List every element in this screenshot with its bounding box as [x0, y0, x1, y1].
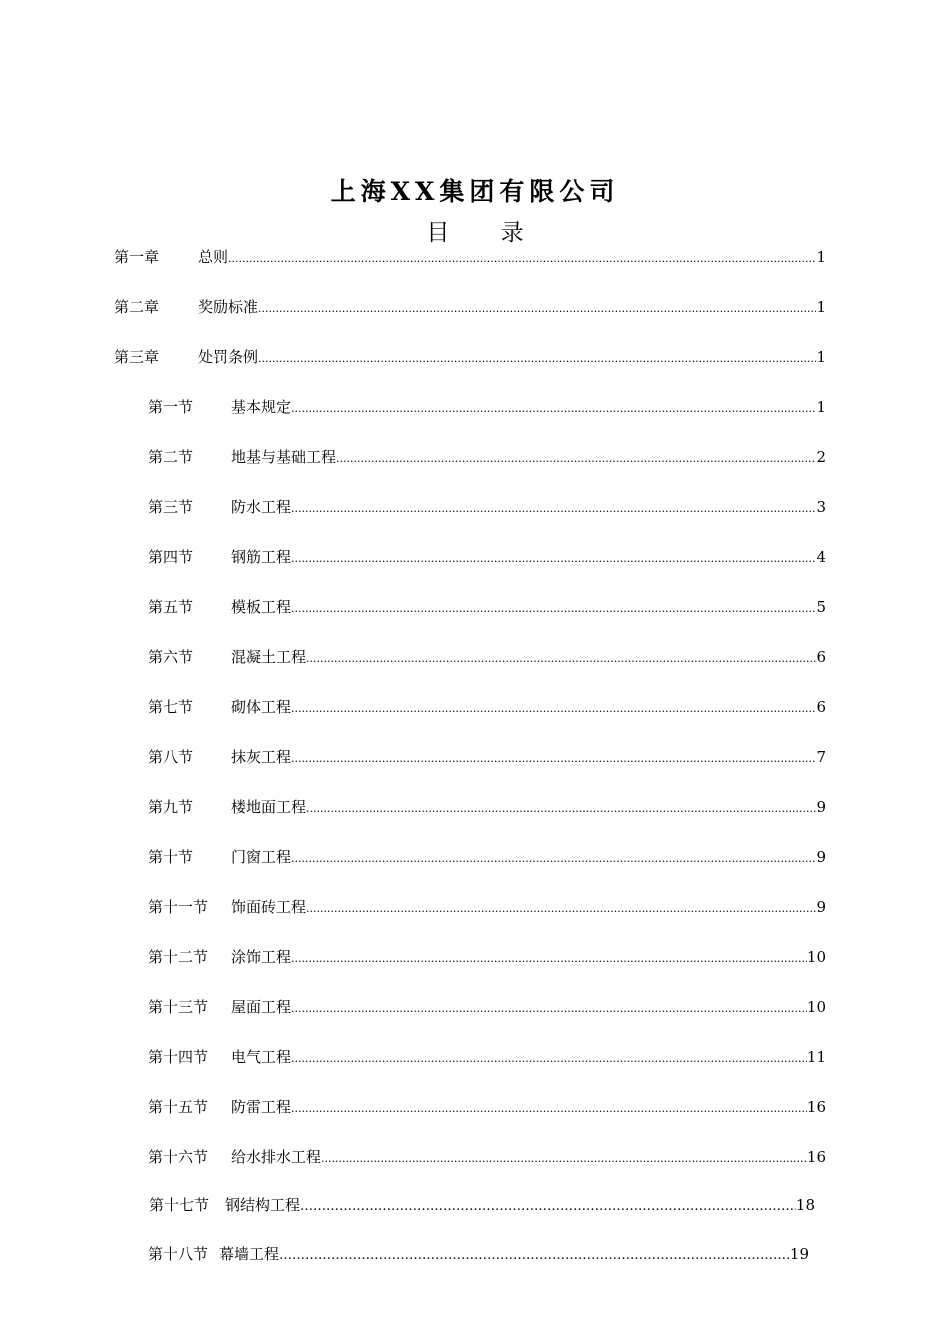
- toc-entry[interactable]: [148, 546, 826, 568]
- toc-entry-title: 幕墙工程: [219, 1245, 280, 1263]
- toc-entry-page: 16: [806, 1148, 826, 1166]
- toc-entry-page: 1: [816, 248, 826, 266]
- toc-entry-title: 模板工程: [231, 598, 292, 616]
- toc-entry-number: 第十七节: [149, 1196, 210, 1214]
- dot-leader: [291, 602, 816, 615]
- toc-entry-page: 18: [795, 1196, 815, 1214]
- company-title: 上海XX集团有限公司: [330, 177, 620, 206]
- toc-entry-page: 6: [816, 648, 826, 666]
- toc-entry-page: 11: [806, 1048, 826, 1066]
- toc-entry[interactable]: [148, 996, 826, 1018]
- toc-entry-page: 9: [816, 798, 826, 816]
- toc-entry-number: 第九节: [148, 798, 194, 816]
- dot-leader: [258, 352, 816, 365]
- toc-entry-number: 第十四节: [148, 1048, 209, 1066]
- toc-entry[interactable]: [148, 796, 826, 818]
- toc-entry[interactable]: [114, 246, 826, 268]
- toc-entry-page: 4: [816, 548, 826, 566]
- toc-entry[interactable]: [148, 846, 826, 868]
- toc-entry-title: 饰面砖工程: [231, 898, 307, 916]
- toc-entry-page: 2: [816, 448, 826, 466]
- toc-entry[interactable]: [148, 1146, 826, 1168]
- toc-entry[interactable]: [148, 946, 826, 968]
- toc-entry-page: 19: [789, 1245, 809, 1263]
- toc-entry-page: 1: [816, 398, 826, 416]
- toc-entry-number: 第十节: [148, 848, 194, 866]
- toc-entry[interactable]: [148, 596, 826, 618]
- toc-entry-page: 1: [816, 348, 826, 366]
- toc-entry-title: 奖励标准: [198, 298, 259, 316]
- toc-entry[interactable]: [148, 1046, 826, 1068]
- toc-entry-title: 楼地面工程: [231, 798, 307, 816]
- toc-entry-page: 10: [806, 948, 826, 966]
- toc-entry-title: 钢结构工程: [225, 1196, 301, 1214]
- toc-entry-number: 第三章: [114, 348, 160, 366]
- toc-entry-page: 9: [816, 898, 826, 916]
- toc-entry[interactable]: [149, 1194, 815, 1216]
- dot-leader: [291, 502, 816, 515]
- dot-leader: [321, 1152, 807, 1165]
- toc-entry[interactable]: [148, 496, 826, 518]
- dot-leader: [336, 452, 816, 465]
- dot-leader: [279, 1248, 790, 1263]
- dot-leader: [306, 802, 816, 815]
- toc-entry-number: 第十一节: [148, 898, 209, 916]
- toc-entry-title: 屋面工程: [231, 998, 292, 1016]
- toc-entry-number: 第十三节: [148, 998, 209, 1016]
- toc-entry-title: 门窗工程: [231, 848, 292, 866]
- dot-leader: [300, 1199, 796, 1214]
- toc-entry-number: 第一节: [148, 398, 194, 416]
- toc-entry-title: 电气工程: [231, 1048, 292, 1066]
- dot-leader: [291, 552, 816, 565]
- toc-entry[interactable]: [148, 746, 826, 768]
- toc-entry-title: 钢筋工程: [231, 548, 292, 566]
- toc-entry-title: 砌体工程: [231, 698, 292, 716]
- toc-entry-number: 第二章: [114, 298, 160, 316]
- toc-entry-page: 5: [816, 598, 826, 616]
- toc-entry[interactable]: [114, 346, 826, 368]
- toc-entry[interactable]: [148, 446, 826, 468]
- toc-entry-number: 第十二节: [148, 948, 209, 966]
- toc-entry-number: 第四节: [148, 548, 194, 566]
- dot-leader: [228, 252, 816, 265]
- toc-entry[interactable]: [148, 646, 826, 668]
- toc-entry-title: 混凝土工程: [231, 648, 307, 666]
- toc-entry-title: 给水排水工程: [231, 1148, 322, 1166]
- dot-leader: [258, 302, 816, 315]
- dot-leader: [306, 652, 816, 665]
- toc-entry-title: 涂饰工程: [231, 948, 292, 966]
- toc-entry-page: 3: [816, 498, 826, 516]
- toc-entry-number: 第十五节: [148, 1098, 209, 1116]
- toc-entry-title: 处罚条例: [198, 348, 259, 366]
- toc-entry-number: 第三节: [148, 498, 194, 516]
- toc-entry[interactable]: [148, 896, 826, 918]
- toc-entry-number: 第十八节: [148, 1245, 209, 1263]
- toc-entry-number: 第七节: [148, 698, 194, 716]
- toc-heading: 目 录: [426, 220, 546, 246]
- toc-entry-number: 第十六节: [148, 1148, 209, 1166]
- toc-entry-title: 基本规定: [231, 398, 292, 416]
- toc-entry[interactable]: [148, 396, 826, 418]
- toc-entry-title: 总则: [198, 248, 229, 266]
- dot-leader: [291, 1102, 807, 1115]
- toc-entry[interactable]: [148, 1096, 826, 1118]
- toc-entry-number: 第八节: [148, 748, 194, 766]
- dot-leader: [291, 702, 816, 715]
- dot-leader: [291, 402, 816, 415]
- toc-entry-title: 抹灰工程: [231, 748, 292, 766]
- toc-entry-page: 10: [806, 998, 826, 1016]
- toc-entry-number: 第六节: [148, 648, 194, 666]
- toc-entry-number: 第一章: [114, 248, 160, 266]
- toc-entry-page: 1: [816, 298, 826, 316]
- toc-entry[interactable]: [114, 296, 826, 318]
- toc-entry-page: 6: [816, 698, 826, 716]
- toc-entry-page: 7: [816, 748, 826, 766]
- toc-entry[interactable]: [148, 1243, 809, 1265]
- dot-leader: [291, 852, 816, 865]
- toc-entry-title: 防雷工程: [231, 1098, 292, 1116]
- dot-leader: [306, 902, 816, 915]
- toc-entry-title: 地基与基础工程: [231, 448, 337, 466]
- toc-entry-page: 9: [816, 848, 826, 866]
- dot-leader: [291, 952, 807, 965]
- dot-leader: [291, 1002, 807, 1015]
- toc-entry-title: 防水工程: [231, 498, 292, 516]
- toc-entry-number: 第五节: [148, 598, 194, 616]
- toc-entry-page: 16: [806, 1098, 826, 1116]
- toc-entry[interactable]: [148, 696, 826, 718]
- toc-entry-number: 第二节: [148, 448, 194, 466]
- dot-leader: [291, 1052, 807, 1065]
- dot-leader: [291, 752, 816, 765]
